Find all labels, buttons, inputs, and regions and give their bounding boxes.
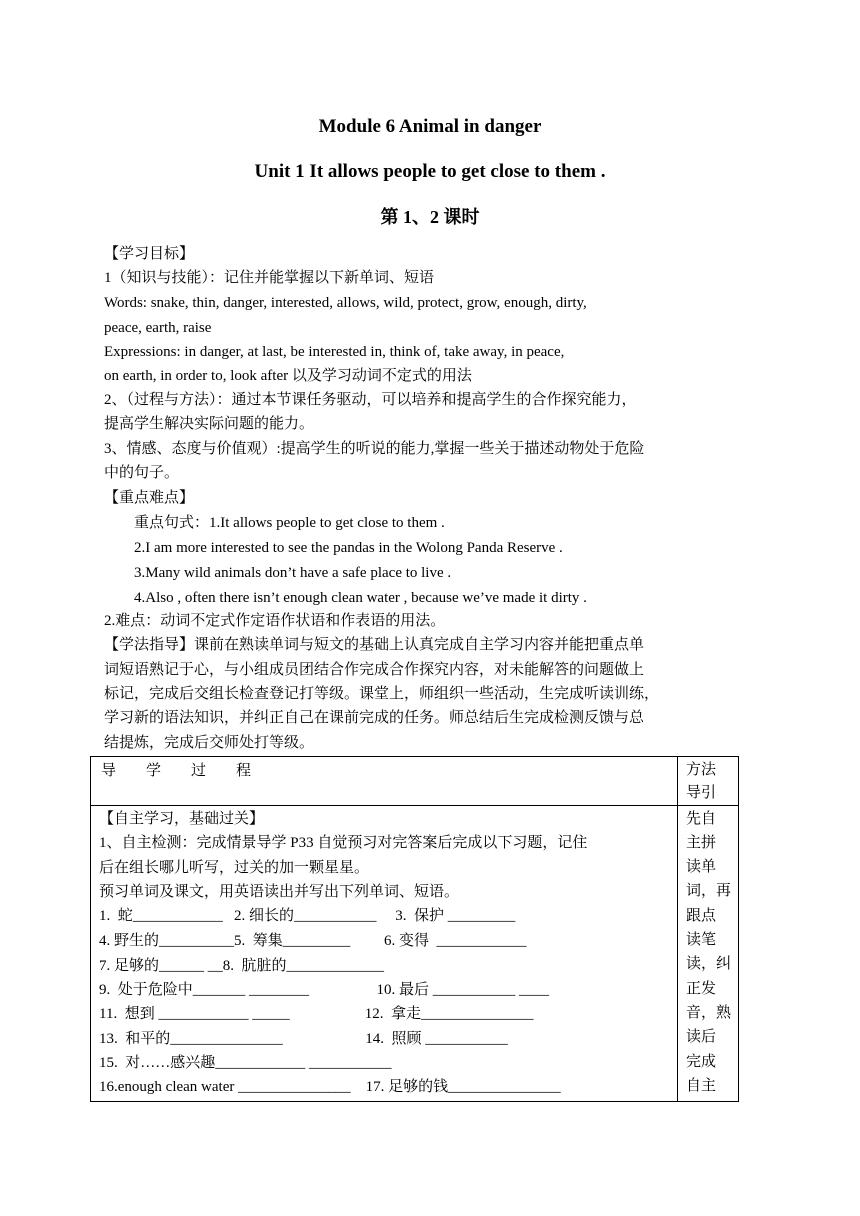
side-note: 音，熟	[686, 1005, 732, 1021]
body-line: 标记，完成后交组长检查登记打等级。课堂上，师组织一些活动，生完成听读训练，	[104, 686, 660, 702]
body-line: 2.难点：动词不定式作定语作状语和作表语的用法。	[104, 613, 446, 629]
section-heading-method: 【学法指导】课前在熟读单词与短文的基础上认真完成自主学习内容并能把重点单	[104, 637, 645, 653]
body-line: Words: snake, thin, danger, interested, allows, wild, protect, grow, enough, dirty,	[104, 295, 587, 311]
body-line: 1（知识与技能）：记住并能掌握以下新单词、短语	[104, 270, 435, 286]
body-line: 中的句子。	[104, 465, 180, 481]
vocab-exercise-row: 1. 蛇____________ 2. 细长的___________ 3. 保护 _________	[99, 908, 516, 924]
key-sentence: 3.Many wild animals don’t have a safe place to live .	[134, 565, 452, 581]
vocab-exercise-row: 13. 和平的_______________ 14. 照顾 ___________	[99, 1031, 508, 1047]
section-heading-keypoints: 【重点难点】	[104, 490, 195, 506]
side-note: 正发	[686, 981, 717, 997]
unit-title: Unit 1 It allows people to get close to them .	[254, 161, 606, 182]
table-header-main	[91, 757, 678, 806]
vocab-exercise-row: 7. 足够的______ __8. 肮脏的_____________	[99, 958, 385, 974]
side-note: 自主	[686, 1078, 717, 1094]
module-title: Module 6 Animal in danger	[318, 116, 542, 137]
side-note: 先自	[686, 811, 717, 827]
instruction-line: 预习单词及课文，用英语读出并写出下列单词、短语。	[99, 884, 460, 900]
vocab-exercise-row: 16.enough clean water _______________ 17. 足够的钱_______________	[99, 1079, 561, 1095]
side-note: 读笔	[686, 932, 717, 948]
body-line: 2、（过程与方法）：通过本节课任务驱动，可以培养和提高学生的合作探究能力，	[104, 392, 637, 408]
side-note: 跟点	[686, 908, 717, 924]
header-side-label-1: 方法	[686, 762, 717, 778]
body-line: 学习新的语法知识，并纠正自己在课前完成的任务。师总结后生完成检测反馈与总	[104, 710, 645, 726]
instruction-line: 1、自主检测：完成情景导学 P33 自觉预习对完答案后完成以下习题，记住	[99, 835, 588, 851]
side-note: 读单	[686, 859, 717, 875]
vocab-exercise-row: 15. 对……感兴趣____________ ___________	[99, 1055, 392, 1071]
method-guide-cell	[678, 806, 739, 1102]
key-sentence: 重点句式：1.It allows people to get close to them .	[134, 515, 445, 531]
body-line: 结提炼，完成后交师处打等级。	[104, 735, 315, 751]
body-line: 提高学生解决实际问题的能力。	[104, 416, 315, 432]
key-sentence: 4.Also , often there isn’t enough clean water , because we’ve made it dirty .	[134, 590, 587, 606]
vocab-exercise-row: 4. 野生的__________5. 筹集_________ 6. 变得 ____________	[99, 933, 527, 949]
lesson-label: 第 1、2 课时	[380, 207, 480, 227]
header-main-label: 导 学 过 程	[101, 763, 252, 779]
body-line: 3、情感、态度与价值观）:提高学生的听说的能力,掌握一些关于描述动物处于危险	[104, 441, 645, 457]
body-line: peace, earth, raise	[104, 320, 212, 336]
side-note: 词，再	[686, 883, 732, 899]
side-note: 读后	[686, 1029, 717, 1045]
study-process-table	[90, 756, 739, 1102]
header-side-label-2: 导引	[686, 785, 717, 801]
self-study-heading: 【自主学习，基础过关】	[99, 811, 265, 827]
table-header-side	[678, 757, 739, 806]
body-line: Expressions: in danger, at last, be interested in, think of, take away, in peace,	[104, 344, 565, 360]
self-study-cell	[91, 806, 678, 1102]
body-line: 词短语熟记于心，与小组成员团结合作完成合作探究内容，对未能解答的问题做上	[104, 662, 645, 678]
instruction-line: 后在组长哪儿听写，过关的加一颗星星。	[99, 860, 370, 876]
section-heading-goals: 【学习目标】	[104, 246, 195, 262]
vocab-exercise-row: 9. 处于危险中_______ ________ 10. 最后 ___________ ____	[99, 982, 550, 998]
body-line: on earth, in order to, look after 以及学习动词不定式的用法	[104, 368, 472, 384]
side-note: 读，纠	[686, 956, 732, 972]
side-note: 完成	[686, 1054, 717, 1070]
side-note: 主拼	[686, 835, 717, 851]
vocab-exercise-row: 11. 想到 ____________ _____ 12. 拿走_______________	[99, 1006, 534, 1022]
key-sentence: 2.I am more interested to see the pandas in the Wolong Panda Reserve .	[134, 540, 563, 556]
